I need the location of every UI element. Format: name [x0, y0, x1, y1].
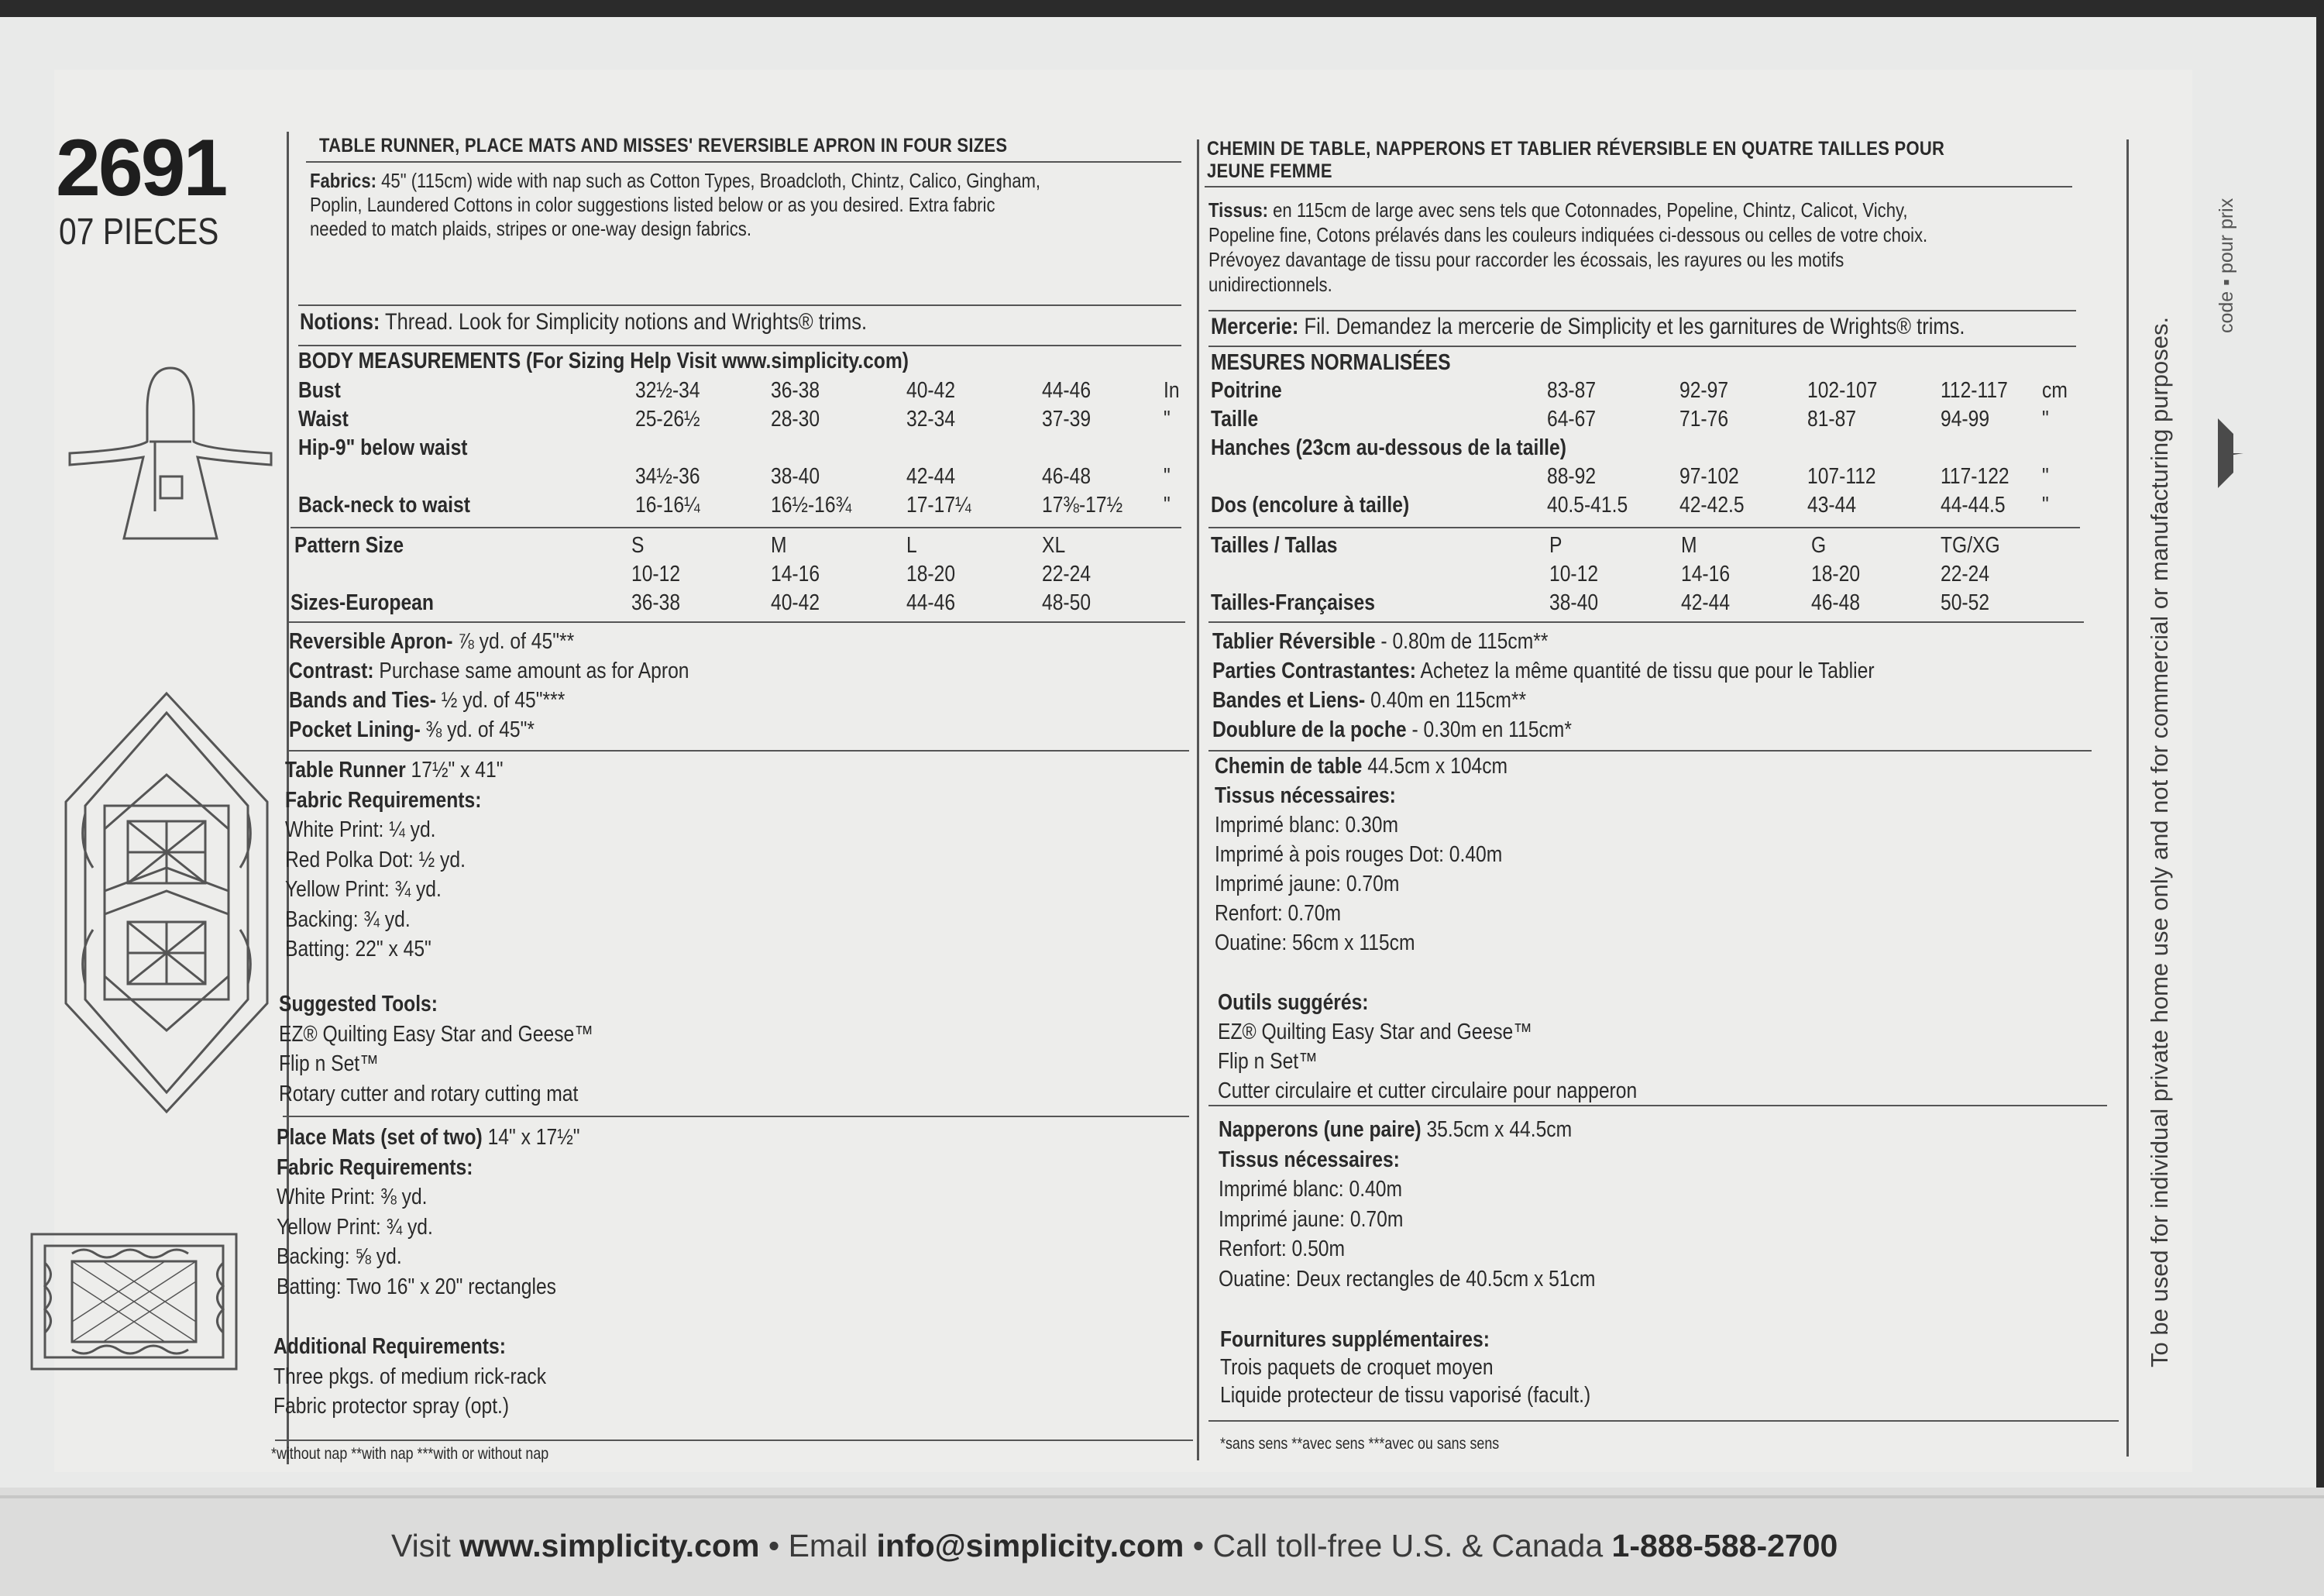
size-european: 42-44	[1681, 590, 1731, 615]
measurement-value: 40-42	[906, 378, 956, 403]
requirement-value: Backing: ⅝ yd.	[277, 1244, 402, 1269]
fr-footnote: *sans sens **avec sens ***avec ou sans sens	[1220, 1435, 1500, 1453]
en-footnote: *without nap **with nap ***with or without nap	[271, 1445, 549, 1463]
requirement-label: Bandes et Liens-	[1212, 688, 1366, 713]
tissus-text-4: unidirectionnels.	[1208, 273, 1332, 296]
measurement-value: 40.5-41.5	[1547, 493, 1628, 518]
measurement-label: Back-neck to waist	[298, 493, 470, 518]
size-european: 50-52	[1941, 590, 1990, 615]
sizes-european-label: Sizes-European	[290, 590, 434, 615]
requirement-line	[1215, 842, 1502, 868]
measurement-unit: cm	[2042, 378, 2068, 403]
requirement-line	[1219, 1207, 1403, 1233]
measurement-value: 43-44	[1807, 493, 1857, 518]
requirement-line	[1215, 783, 1396, 809]
requirement-value: ⅞ yd. of 45"**	[452, 629, 575, 654]
requirement-value: 44.5cm x 104cm	[1362, 754, 1508, 779]
requirement-line	[1218, 1020, 1532, 1045]
measurement-value: 42-44	[906, 464, 956, 489]
requirement-label: Reversible Apron-	[289, 629, 453, 654]
requirement-value: Purchase same amount as for Apron	[373, 659, 689, 683]
measurement-unit: "	[2042, 407, 2049, 432]
requirement-label: Pocket Lining-	[289, 717, 421, 742]
requirement-value: Yellow Print: ¾ yd.	[277, 1214, 433, 1240]
requirement-label: Doublure de la poche	[1212, 717, 1407, 742]
divider	[275, 1439, 1193, 1441]
measurement-value: 81-87	[1807, 407, 1857, 432]
size-letter: P	[1549, 533, 1563, 558]
requirement-line	[1220, 1383, 1590, 1409]
requirement-line	[1215, 901, 1341, 927]
measurement-value: 16½-16¾	[771, 493, 852, 518]
tissus-text-2: Popeline fine, Cotons prélavés dans les couleurs indiquées ci-dessous ou celles de votre choix.	[1208, 223, 1928, 246]
size-range: 22-24	[1042, 562, 1092, 586]
measurement-value: 92-97	[1679, 378, 1729, 403]
tissus-text-1: en 115cm de large avec sens tels que Cotonnades, Popeline, Chintz, Calicot, Vichy,	[1273, 198, 1908, 222]
measurement-unit: "	[2042, 493, 2049, 518]
requirement-label: Fournitures supplémentaires:	[1220, 1327, 1490, 1352]
requirement-value: Achetez la même quantité de tissu que pour le Tablier	[1416, 659, 1875, 683]
measurement-unit: "	[2042, 464, 2049, 489]
divider	[306, 161, 1181, 163]
divider	[1208, 310, 2076, 311]
measurement-value: 102-107	[1807, 378, 1878, 403]
requirement-line	[285, 758, 503, 783]
requirement-value: - 0.30m en 115cm*	[1406, 717, 1572, 742]
requirement-line	[1219, 1267, 1595, 1292]
measurement-value: 17⅜-17½	[1042, 493, 1123, 518]
measurement-value: 34½-36	[635, 464, 700, 489]
measurement-value: 32-34	[906, 407, 956, 432]
divider	[1205, 186, 2072, 187]
pattern-size-label: Pattern Size	[294, 533, 404, 558]
requirement-label: Contrast:	[289, 659, 374, 683]
body-measurements-heading: BODY MEASUREMENTS (For Sizing Help Visit www.simplicity.com)	[298, 349, 909, 373]
measurement-label: Dos (encolure à taille)	[1211, 493, 1410, 518]
requirement-line	[1215, 930, 1415, 956]
requirement-label: Tablier Réversible	[1212, 629, 1376, 654]
requirement-line	[285, 937, 431, 962]
requirement-line	[1219, 1177, 1402, 1202]
requirement-value: 17½" x 41"	[405, 758, 504, 783]
measurement-value: 88-92	[1547, 464, 1597, 489]
requirement-line	[289, 688, 565, 714]
size-european: 40-42	[771, 590, 820, 615]
divider	[290, 527, 1181, 528]
measurement-value: 112-117	[1941, 378, 2008, 403]
measurement-value: 117-122	[1941, 464, 2009, 489]
requirement-value: Flip n Set™	[279, 1051, 379, 1076]
measurement-value: 44-46	[1042, 378, 1092, 403]
website-link[interactable]: www.simplicity.com	[459, 1528, 760, 1563]
divider	[283, 1116, 1189, 1117]
requirement-line	[1220, 1327, 1490, 1353]
requirement-value: Imprimé blanc: 0.30m	[1215, 813, 1399, 838]
requirement-line	[285, 907, 411, 933]
size-european: 36-38	[631, 590, 681, 615]
right-divider	[2126, 139, 2129, 1457]
tissus-text-3: Prévoyez davantage de tissu pour raccorder les écossais, les rayures ou les motifs	[1208, 248, 1844, 271]
apron-illustration	[58, 364, 283, 550]
measurement-label: Taille	[1211, 407, 1259, 432]
requirement-line	[1220, 1355, 1494, 1381]
divider	[287, 750, 1189, 752]
measurement-value: 46-48	[1042, 464, 1092, 489]
divider	[1208, 1105, 2107, 1106]
divider	[1208, 527, 2080, 528]
requirement-line	[285, 848, 466, 873]
fabrics-text-1: 45" (115cm) wide with nap such as Cotton Types, Broadcloth, Chintz, Calico, Gingham,	[381, 169, 1041, 192]
requirement-line	[1212, 659, 1875, 684]
background-strip	[0, 0, 2324, 17]
size-european: 38-40	[1549, 590, 1599, 615]
fr-title-2: JEUNE FEMME	[1207, 160, 1332, 182]
measurement-value: 38-40	[771, 464, 820, 489]
contact-footer	[391, 1528, 1838, 1564]
size-range: 18-20	[906, 562, 956, 586]
requirement-line	[1212, 629, 1548, 655]
requirement-value: White Print: ¼ yd.	[285, 817, 436, 842]
requirement-value: Ouatine: 56cm x 115cm	[1215, 930, 1415, 955]
requirement-value: Batting: Two 16" x 20" rectangles	[277, 1274, 556, 1299]
requirement-value: Trois paquets de croquet moyen	[1220, 1355, 1494, 1380]
size-range: 18-20	[1811, 562, 1861, 586]
notions-label: Notions:	[300, 309, 380, 335]
size-range: 14-16	[771, 562, 820, 586]
notions-text: Thread. Look for Simplicity notions and Wrights® trims.	[385, 309, 868, 335]
mercerie-label: Mercerie:	[1211, 314, 1299, 339]
requirement-value: Three pkgs. of medium rick-rack	[273, 1364, 547, 1389]
requirement-line	[277, 1125, 580, 1151]
divider	[1208, 750, 2092, 752]
measurement-value: 97-102	[1679, 464, 1739, 489]
measurement-value: 37-39	[1042, 407, 1092, 432]
measurement-value: 107-112	[1807, 464, 1876, 489]
requirement-line	[279, 1022, 593, 1047]
usage-disclaimer: To be used for individual private home use only and not for commercial or manufacturing purposes.	[2146, 316, 2173, 1367]
size-letter: M	[771, 533, 787, 558]
requirement-value: Imprimé jaune: 0.70m	[1219, 1206, 1404, 1232]
requirement-value: Batting: 22" x 45"	[285, 937, 431, 961]
requirement-value: Imprimé jaune: 0.70m	[1215, 872, 1400, 896]
measurement-value: 32½-34	[635, 378, 700, 403]
requirement-line	[1215, 754, 1508, 779]
requirement-line	[1212, 688, 1526, 714]
requirement-value: Fabric protector spray (opt.)	[273, 1394, 510, 1419]
size-range: 22-24	[1941, 562, 1990, 586]
divider	[1208, 621, 2084, 623]
measurement-value: 71-76	[1679, 407, 1729, 432]
tailles-francaises-label: Tailles-Françaises	[1211, 590, 1375, 615]
requirement-line	[277, 1185, 428, 1210]
requirement-value: Ouatine: Deux rectangles de 40.5cm x 51cm	[1219, 1266, 1596, 1292]
tailles-label: Tailles / Tallas	[1211, 533, 1338, 558]
mercerie-text: Fil. Demandez la mercerie de Simplicity et les garnitures de Wrights® trims.	[1304, 314, 1965, 339]
fabrics-text-2: Poplin, Laundered Cottons in color suggestions listed below or as you desired. Extra fabric	[310, 193, 995, 216]
requirement-value: Renfort: 0.50m	[1219, 1237, 1346, 1261]
requirement-line	[279, 1082, 578, 1107]
requirement-line	[1215, 872, 1399, 897]
requirement-value: EZ® Quilting Easy Star and Geese™	[1218, 1020, 1532, 1044]
size-letter: S	[631, 533, 645, 558]
measurement-value: 28-30	[771, 407, 820, 432]
measurement-value: 25-26½	[635, 407, 700, 432]
fabrics-label: Fabrics:	[310, 169, 376, 192]
requirement-value: 35.5cm x 44.5cm	[1421, 1117, 1573, 1142]
requirement-value: Yellow Print: ¾ yd.	[285, 877, 442, 902]
measurement-value: 17-17¼	[906, 493, 971, 518]
requirement-line	[1218, 1049, 1318, 1075]
requirement-value: Renfort: 0.70m	[1215, 901, 1342, 926]
measurement-unit: "	[1164, 407, 1171, 432]
tissus-label: Tissus:	[1208, 198, 1268, 222]
requirement-value: Flip n Set™	[1218, 1049, 1318, 1074]
piece-count: 07 PIECES	[59, 212, 219, 253]
measurement-unit: In	[1164, 378, 1180, 403]
table-runner-illustration	[62, 690, 271, 1116]
requirement-line	[1219, 1117, 1572, 1143]
en-title: TABLE RUNNER, PLACE MATS AND MISSES' REVERSIBLE APRON IN FOUR SIZES	[319, 135, 1008, 157]
measurement-value: 64-67	[1547, 407, 1597, 432]
measurement-value: 36-38	[771, 378, 820, 403]
size-range: 14-16	[1681, 562, 1731, 586]
requirement-line	[289, 659, 689, 684]
requirement-label: Napperons (une paire)	[1219, 1117, 1422, 1142]
requirement-value: Imprimé à pois rouges Dot: 0.40m	[1215, 842, 1503, 867]
size-letter: TG/XG	[1941, 533, 2000, 558]
requirement-line	[1212, 717, 1572, 743]
requirement-value: EZ® Quilting Easy Star and Geese™	[279, 1021, 593, 1047]
requirement-value: ½ yd. of 45"***	[435, 688, 566, 713]
requirement-line	[289, 629, 574, 655]
divider	[287, 621, 1185, 623]
requirement-label: Bands and Ties-	[289, 688, 436, 713]
requirement-value: 0.40m en 115cm**	[1365, 688, 1527, 713]
background-strip-right	[2316, 0, 2324, 1596]
measurement-label: Hip-9" below waist	[298, 435, 468, 460]
requirement-line	[285, 877, 442, 903]
requirement-line	[273, 1364, 546, 1390]
requirement-value: Liquide protecteur de tissu vaporisé (facult.)	[1220, 1383, 1591, 1408]
requirement-value: - 0.80m de 115cm**	[1375, 629, 1549, 654]
requirement-label: Table Runner	[285, 758, 406, 783]
pattern-number: 2691	[56, 123, 226, 213]
code-prix-label: code ▪ pour prix	[2216, 198, 2237, 333]
requirement-label: Additional Requirements:	[273, 1334, 506, 1359]
requirement-label: Outils suggérés:	[1218, 990, 1369, 1015]
requirement-label: Tissus nécessaires:	[1219, 1147, 1400, 1172]
divider	[1208, 346, 2076, 347]
requirement-line	[285, 788, 481, 813]
price-code-arrow-icon	[2214, 414, 2245, 492]
size-letter: L	[906, 533, 917, 558]
flap-edge	[0, 1495, 2324, 1498]
email-link[interactable]: info@simplicity.com	[876, 1528, 1184, 1563]
requirement-value: Red Polka Dot: ½ yd.	[285, 847, 466, 872]
requirement-line	[279, 1051, 379, 1077]
measurement-value: 94-99	[1941, 407, 1990, 432]
call-label: • Call toll-free U.S. & Canada	[1184, 1528, 1612, 1563]
requirement-label: Parties Contrastantes:	[1212, 659, 1417, 683]
measurement-value: 42-42.5	[1679, 493, 1745, 518]
requirement-value: White Print: ⅜ yd.	[277, 1185, 428, 1209]
size-range: 10-12	[1549, 562, 1599, 586]
requirement-line	[1218, 990, 1369, 1016]
divider	[298, 345, 1181, 346]
requirement-line	[273, 1334, 506, 1360]
divider	[298, 304, 1181, 306]
requirement-label: Chemin de table	[1215, 754, 1363, 779]
measurement-value: 16-16¼	[635, 493, 700, 518]
requirement-value: ⅜ yd. of 45"*	[420, 717, 535, 742]
measurement-unit: "	[1164, 464, 1171, 489]
email-label: • Email	[759, 1528, 877, 1563]
size-european: 48-50	[1042, 590, 1092, 615]
size-european: 44-46	[906, 590, 956, 615]
measurement-label: Poitrine	[1211, 378, 1282, 403]
requirement-line	[277, 1274, 556, 1300]
requirement-value: Backing: ¾ yd.	[285, 906, 411, 932]
measurement-value: 83-87	[1547, 378, 1597, 403]
requirement-label: Fabric Requirements:	[277, 1154, 473, 1180]
measurement-label: Hanches (23cm au-dessous de la taille)	[1211, 435, 1566, 460]
measurement-value: 44-44.5	[1941, 493, 2006, 518]
measurement-label: Bust	[298, 378, 341, 403]
mesures-heading: MESURES NORMALISÉES	[1211, 350, 1451, 375]
requirement-value: Imprimé blanc: 0.40m	[1219, 1177, 1403, 1202]
requirement-line	[277, 1215, 433, 1240]
requirement-line	[1218, 1078, 1637, 1104]
requirement-line	[1215, 813, 1398, 838]
requirement-label: Suggested Tools:	[279, 992, 438, 1016]
size-letter: M	[1681, 533, 1697, 558]
visit-label: Visit	[391, 1528, 460, 1563]
size-letter: XL	[1042, 533, 1066, 558]
place-mat-illustration	[29, 1232, 239, 1371]
requirement-value: Cutter circulaire et cutter circulaire pour napperon	[1218, 1078, 1638, 1103]
requirement-line	[285, 817, 436, 843]
size-letter: G	[1811, 533, 1827, 558]
requirement-line	[1219, 1237, 1345, 1262]
fabrics-text-3: needed to match plaids, stripes or one-way design fabrics.	[310, 217, 752, 240]
requirement-label: Place Mats (set of two)	[277, 1125, 483, 1150]
measurement-label: Waist	[298, 407, 349, 432]
requirement-label: Tissus nécessaires:	[1215, 783, 1396, 808]
center-divider	[1197, 139, 1199, 1460]
size-european: 46-48	[1811, 590, 1861, 615]
divider	[1208, 1420, 2119, 1422]
requirement-line	[277, 1244, 402, 1270]
requirement-line	[273, 1394, 509, 1419]
requirement-value: 14" x 17½"	[482, 1125, 580, 1150]
fr-title-1: CHEMIN DE TABLE, NAPPERONS ET TABLIER RÉVERSIBLE EN QUATRE TAILLES POUR	[1207, 138, 1945, 160]
requirement-line	[1219, 1147, 1400, 1173]
requirement-line	[289, 717, 535, 743]
requirement-line	[279, 992, 438, 1017]
requirement-line	[277, 1155, 473, 1181]
measurement-unit: "	[1164, 493, 1171, 518]
requirement-value: Rotary cutter and rotary cutting mat	[279, 1081, 579, 1106]
phone-number[interactable]: 1-888-588-2700	[1611, 1528, 1838, 1563]
requirement-label: Fabric Requirements:	[285, 787, 482, 813]
size-range: 10-12	[631, 562, 681, 586]
